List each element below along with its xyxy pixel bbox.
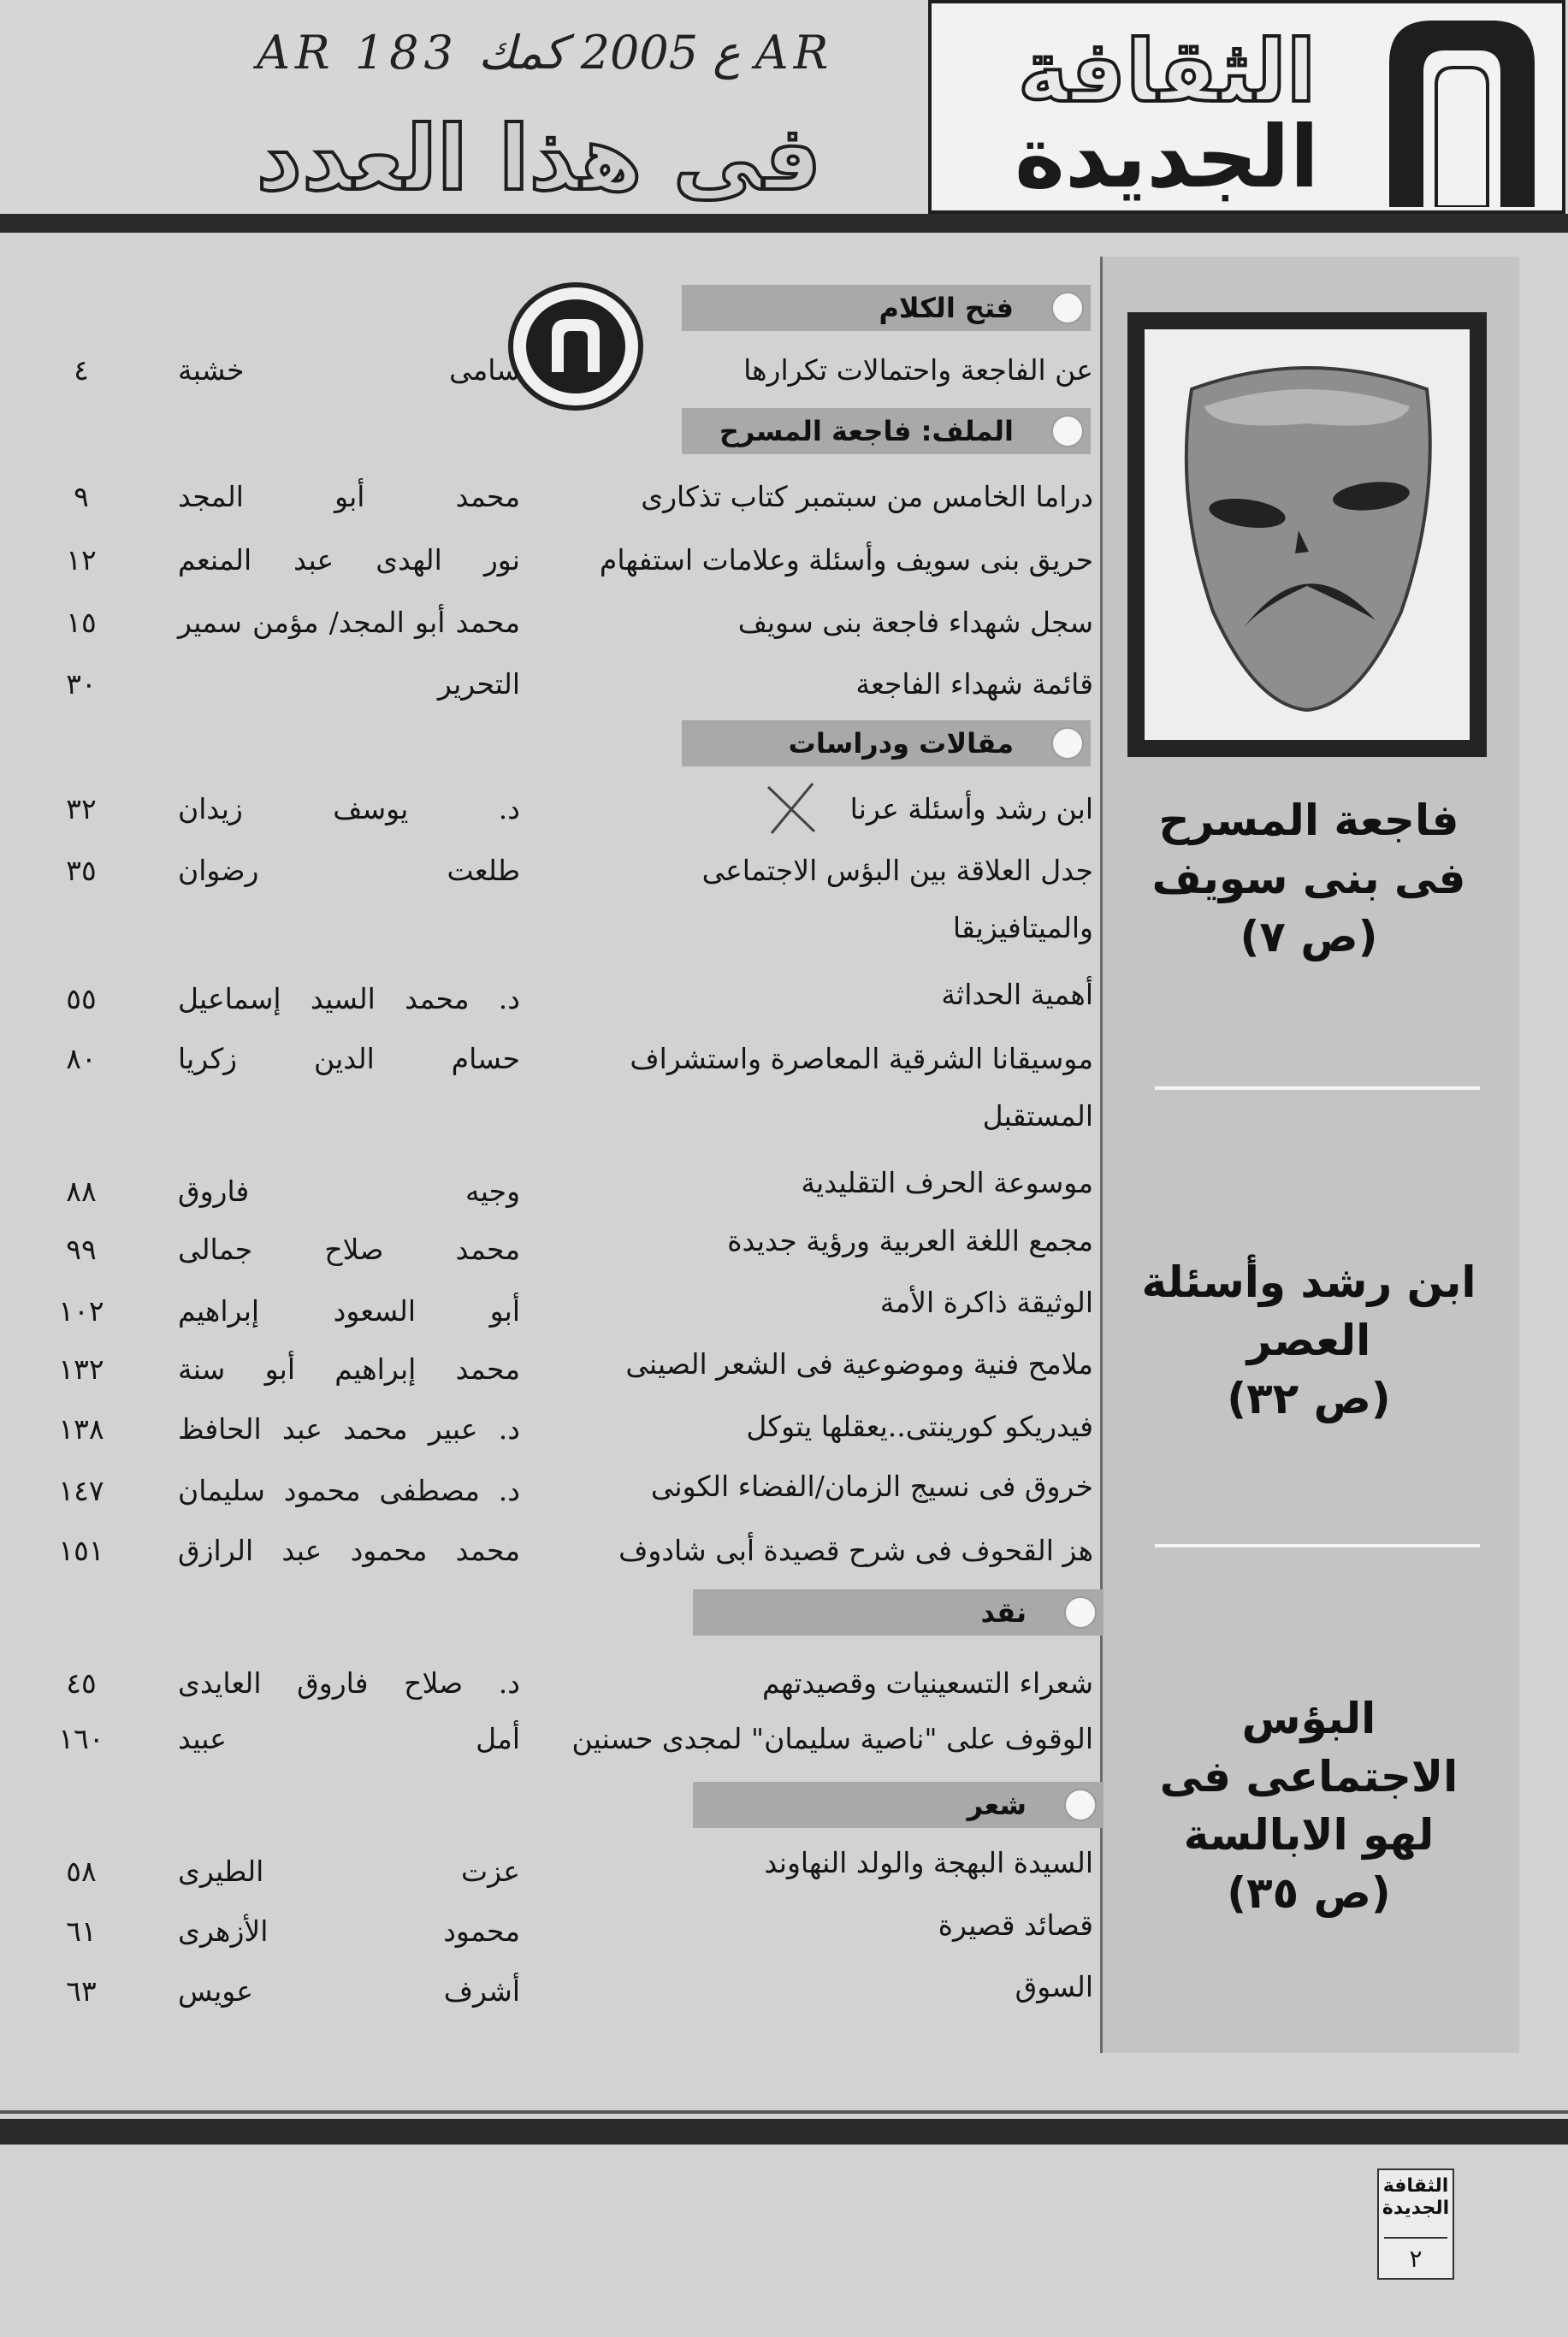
toc-author: أمل عبيد	[178, 1722, 520, 1755]
section-header	[682, 285, 1091, 331]
toc-page: ٤٥	[66, 1666, 97, 1700]
feature-line: فاجعة المسرح	[1158, 796, 1459, 845]
logo-word-top: الثقافة	[1017, 21, 1317, 121]
section-emblem-icon	[500, 278, 646, 415]
section-label: نقد	[980, 1596, 1027, 1629]
toc-title[interactable]: أهمية الحداثة	[941, 978, 1093, 1011]
section-header	[682, 408, 1091, 454]
toc-title-continued[interactable]: المستقبل	[982, 1099, 1093, 1133]
page-number: ٢	[1409, 2245, 1423, 2273]
feature-social-misery[interactable]	[1121, 1689, 1497, 1922]
magazine-logo	[928, 0, 1565, 214]
toc-page: ١٥	[66, 606, 97, 639]
header-divider	[0, 214, 1568, 233]
section-label: مقالات ودراسات	[788, 727, 1014, 760]
bullet-icon	[1051, 292, 1084, 324]
toc-title[interactable]: قصائد قصيرة	[938, 1908, 1093, 1942]
section-header	[682, 720, 1091, 766]
feature-line: لهو الابالسة	[1183, 1810, 1435, 1860]
toc-author: د. صلاح فاروق العايدى	[178, 1666, 520, 1700]
feature-line: الاجتماعى فى	[1159, 1752, 1459, 1802]
toc-author: د. يوسف زيدان	[178, 792, 520, 825]
toc-page: ٤	[74, 353, 89, 387]
theatre-mask-image	[1127, 312, 1487, 757]
feature-divider	[1155, 1086, 1480, 1090]
toc-author: وجيه فاروق	[178, 1174, 520, 1208]
handwritten-cross-mark	[761, 778, 821, 838]
section-header	[693, 1782, 1104, 1828]
toc-author: محمد أبو المجد	[178, 480, 520, 513]
toc-title[interactable]: حريق بنى سويف وأسئلة وعلامات استفهام	[599, 543, 1093, 577]
toc-title[interactable]: السيدة البهجة والولد النهاوند	[764, 1846, 1093, 1879]
bullet-icon	[1064, 1596, 1097, 1629]
feature-ibn-rushd[interactable]	[1121, 1253, 1497, 1428]
feature-line: (ص ٣٥)	[1227, 1868, 1391, 1918]
toc-author: أبو السعود إبراهيم	[178, 1294, 520, 1328]
section-label: الملف: فاجعة المسرح	[719, 415, 1014, 447]
toc-author: د. محمد السيد إسماعيل	[178, 982, 520, 1015]
sad-mask-icon	[1145, 329, 1470, 740]
toc-title[interactable]: قائمة شهداء الفاجعة	[855, 667, 1093, 701]
toc-title[interactable]: شعراء التسعينيات وقصيدتهم	[762, 1666, 1093, 1700]
toc-page: ١٠٢	[58, 1294, 104, 1328]
toc-title[interactable]: الوقوف على "ناصية سليمان" لمجدى حسنين	[571, 1722, 1093, 1755]
feature-line: (ص ٧)	[1240, 912, 1378, 961]
footer-thin-rule	[0, 2110, 1568, 2114]
toc-author: عزت الطيرى	[178, 1855, 520, 1888]
footer-divider	[0, 2119, 1568, 2145]
section-label: فتح الكلام	[879, 292, 1014, 324]
toc-page: ٣٠	[66, 667, 97, 701]
footer-logo	[1377, 2168, 1454, 2280]
feature-line: ابن رشد وأسئلة	[1141, 1257, 1476, 1307]
toc-page: ٩	[74, 480, 89, 513]
toc-author: حسام الدين زكريا	[178, 1042, 520, 1075]
feature-divider	[1155, 1544, 1480, 1547]
bullet-icon	[1051, 415, 1084, 447]
toc-title[interactable]: دراما الخامس من سبتمبر كتاب تذكارى	[641, 480, 1093, 513]
toc-title[interactable]: سجل شهداء فاجعة بنى سويف	[737, 606, 1093, 639]
toc-page: ٣٥	[66, 854, 97, 887]
page-header	[0, 0, 1568, 214]
toc-author: د. مصطفى محمود سليمان	[178, 1474, 520, 1507]
toc-title[interactable]: موسيقانا الشرقية المعاصرة واستشراف	[630, 1042, 1093, 1075]
footer-logo-text: الثقافة الجديدة	[1382, 2175, 1450, 2219]
footer-logo-rule	[1384, 2237, 1447, 2239]
toc-page: ٥٥	[66, 982, 97, 1015]
toc-page: ٩٩	[66, 1233, 97, 1266]
toc-author: محمد محمود عبد الرازق	[178, 1534, 520, 1567]
toc-page: ٥٨	[66, 1855, 97, 1888]
logo-emblem-icon	[1372, 12, 1552, 207]
toc-title[interactable]: عن الفاجعة واحتمالات تكرارها	[743, 353, 1093, 387]
toc-page: ١٥١	[58, 1534, 104, 1567]
toc-page: ١٢	[66, 543, 97, 577]
toc-title[interactable]: هز القحوف فى شرح قصيدة أبى شادوف	[618, 1534, 1093, 1567]
toc-author: محمود الأزهرى	[178, 1914, 520, 1948]
bullet-icon	[1051, 727, 1084, 760]
feature-line: (ص ٣٢)	[1227, 1374, 1391, 1423]
toc-title[interactable]: خروق فى نسيج الزمان/الفضاء الكونى	[650, 1470, 1093, 1503]
feature-line: البؤس	[1241, 1694, 1376, 1743]
toc-author: نور الهدى عبد المنعم	[178, 543, 520, 577]
handwritten-note: AR 183 ع 2005 كمك AR	[257, 26, 834, 80]
toc-page: ٦١	[66, 1914, 97, 1948]
toc-author: التحرير	[437, 667, 520, 701]
toc-page: ٨٠	[66, 1042, 97, 1075]
toc-page: ٦٣	[66, 1974, 97, 2008]
toc-title[interactable]: السوق	[1015, 1970, 1093, 2003]
toc-title[interactable]: موسوعة الحرف التقليدية	[801, 1166, 1093, 1199]
logo-word-bottom: الجديدة	[1014, 107, 1319, 207]
toc-title[interactable]: ملامح فنية وموضوعية فى الشعر الصينى	[625, 1347, 1093, 1381]
toc-title-continued[interactable]: والميتافيزيقا	[952, 911, 1093, 944]
toc-author: محمد صلاح جمالى	[178, 1233, 520, 1266]
toc-author: أشرف عويس	[178, 1974, 520, 2008]
section-header	[693, 1589, 1104, 1636]
bullet-icon	[1064, 1789, 1097, 1821]
toc-page: ١٣٨	[58, 1412, 104, 1446]
toc-page: ٣٢	[66, 792, 97, 825]
toc-title[interactable]: مجمع اللغة العربية ورؤية جديدة	[727, 1224, 1093, 1257]
toc-author: محمد أبو المجد/ مؤمن سمير	[178, 606, 520, 639]
toc-page: ١٦٠	[58, 1722, 104, 1755]
toc-author: سامى خشبة	[178, 353, 520, 387]
toc-author: محمد إبراهيم أبو سنة	[178, 1352, 520, 1386]
section-label: شعر	[967, 1789, 1027, 1821]
toc-title[interactable]: جدل العلاقة بين البؤس الاجتماعى	[701, 854, 1093, 887]
toc-page: ٨٨	[66, 1174, 97, 1208]
feature-theatre-tragedy[interactable]	[1121, 791, 1497, 966]
issue-title: فى هذا العدد	[256, 106, 822, 210]
toc-title[interactable]: فيدريكو كورينتى..يعقلها يتوكل	[746, 1410, 1093, 1443]
toc-page: ١٤٧	[58, 1474, 104, 1507]
feature-line: العصر	[1246, 1316, 1371, 1365]
toc-title[interactable]: الوثيقة ذاكرة الأمة	[879, 1286, 1093, 1319]
toc-page: ١٣٢	[58, 1352, 104, 1386]
toc-author: طلعت رضوان	[178, 854, 520, 887]
toc-author: د. عبير محمد عبد الحافظ	[178, 1412, 520, 1446]
toc-title[interactable]: ابن رشد وأسئلة عرنا	[849, 792, 1093, 825]
feature-line: فى بنى سويف	[1151, 854, 1466, 903]
